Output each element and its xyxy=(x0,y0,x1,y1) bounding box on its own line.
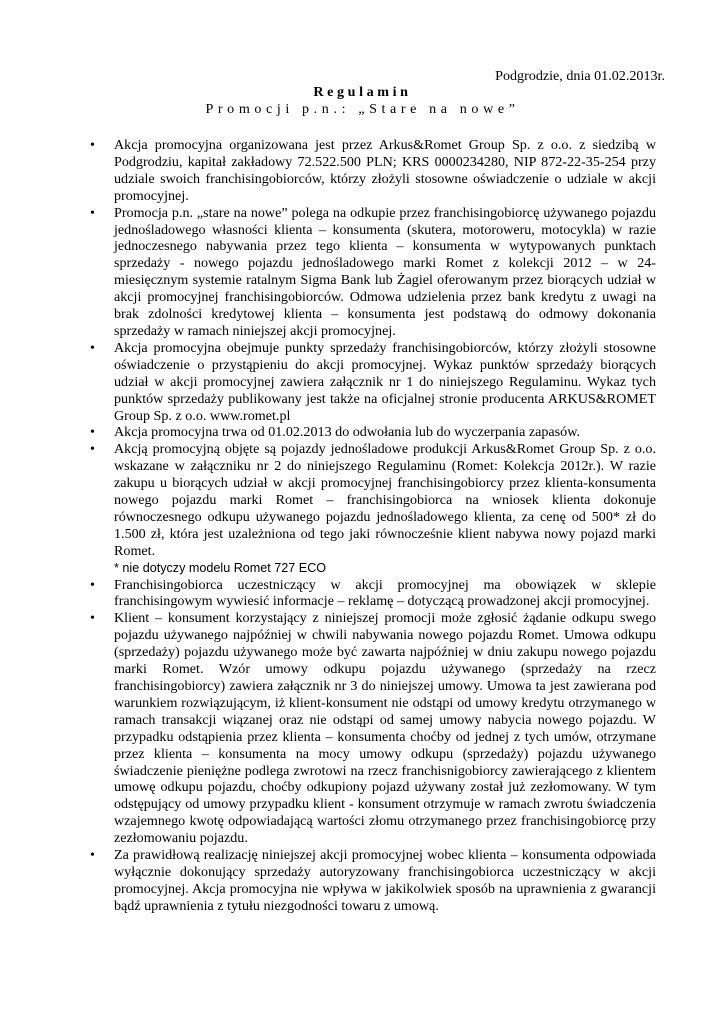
rule-item xyxy=(90,204,656,340)
bullet-icon: • xyxy=(90,204,95,221)
rule-item xyxy=(90,441,656,576)
rules-list xyxy=(90,137,656,915)
document-subtitle: Promocji p.n.: „Stare na nowe” xyxy=(205,101,520,117)
rule-item xyxy=(90,339,656,425)
rule-item xyxy=(90,610,656,847)
rule-item xyxy=(90,137,656,205)
bullet-icon: • xyxy=(90,576,95,593)
bullet-icon: • xyxy=(90,441,95,458)
rule-text: Akcja promocyjna organizowana jest przez Arkus&Romet Group Sp. z o.o. z siedzibą w Podgrodziu, kapitał zakładowy 72.522.500 PLN; KRS 0000234280, NIP 872-22-35-254 przy udziale swoich franchisingobiorców, którzy złożyli stosowne oświadczenie o udziale w akcji promocyjnej. xyxy=(114,137,656,204)
bullet-icon: • xyxy=(90,610,95,627)
rule-item xyxy=(90,424,656,441)
rule-footnote: * nie dotyczy modelu Romet 727 ECO xyxy=(114,560,327,575)
rule-text: Promocja p.n. „stare na nowe” polega na odkupie przez franchisingobiorcę używanego pojazdu jednośladowego własności klienta – konsumenta (skutera, motoroweru, motocykla) w razie jednoczesnego nabywania przez tego klienta – konsumenta w wytypowanych punktach sprzedaży - nowego pojazdu jednośladowego marki Romet z kolekcji 2012 – w 24- miesięcznym systemie ratalnym Sigma Bank lub Żagiel oferowanym przez biorących udział w akcji promocyjnej franchisingobiorców. Odmowa udzielenia przez bank kredytu z uwagi na brak zdolności kredytowej klienta – konsumenta jest podstawą do odmowy dokonania sprzedaży w ramach niniejszej akcji promocyjnej. xyxy=(114,204,656,339)
bullet-icon: • xyxy=(90,137,95,153)
rule-text: Akcją promocyjną objęte są pojazdy jednośladowe produkcji Arkus&Romet Group Sp. z o.o. wskazane w załączniku nr 2 do niniejszego Regulaminu (Romet: Kolekcja 2012r.). W razie zakupu u biorących udział w akcji promocyjnej franchisingobiorcy przez klienta-konsumenta nowego pojazdu marki Romet – franchisingobiorca na wniosek klienta dokonuje równoczesnego odkupu używanego pojazdu jednośladowego klienta, za cenę od 500* zł do 1.500 zł, która jest uzależniona od tego jaki równocześnie klient nabywa nowy pojazd marki Romet. xyxy=(114,441,656,559)
bullet-icon: • xyxy=(90,339,95,356)
bullet-icon: • xyxy=(90,847,95,864)
rule-item xyxy=(90,847,656,915)
rule-text: Klient – konsument korzystający z niniejszej promocji może zgłosić żądanie odkupu swego pojazdu używanego najpóźniej w chwili nabywania nowego pojazdu Romet. Umowa odkupu (sprzedaży) pojazdu używanego może być zawarta najpóźniej w dniu zakupu nowego pojazdu marki Romet. Wzór umowy odkupu pojazdu używanego (sprzedaży na rzecz franchisingobiorcy) zawiera załącznik nr 3 do niniejszej umowy. Umowa ta jest zawierana pod warunkiem rozwiązującym, iż klient-konsument nie odstąpi od umowy kredytu otrzymanego w ramach transakcji wiązanej oraz nie odstąpi od samej umowy nabycia nowego pojazdu. W przypadku odstąpienia przez klienta – konsumenta choćby od jednej z tych umów, otrzymane przez klienta – konsumenta na mocy umowy odkupu (sprzedaży) pojazdu używanego świadczenie pieniężne podlega zwrotowi na rzecz franchisnigobiorcy zawierającego z klientem umowę odkupu pojazdu, choćby odkupiony pojazd używany został już zezłomowany. W tym odstępujący od umowy przypadku klient - konsument otrzymuje w ramach zwrotu świadczenia wzajemnego kwotę odpowiadającą wartości złomu otrzymanego przez franchisingobiorcę przy zezłomowaniu pojazdu. xyxy=(114,610,656,847)
rule-text: Za prawidłową realizację niniejszej akcji promocyjnej wobec klienta – konsumenta odpowiada wyłącznie dokonujący sprzedaży autoryzowany franchisingobiorca uczestniczący w akcji promocyjnej. Akcja promocyjna nie wpływa w jakikolwiek sposób na uprawnienia z gwarancji bądź uprawnienia z tytułu niezgodności towaru z umową. xyxy=(114,847,656,914)
rule-item xyxy=(90,576,656,611)
rule-text: Franchisingobiorca uczestniczący w akcji promocyjnej ma obowiązek w sklepie franchisingowym wywiesić informacje – reklamę – dotyczącą prowadzonej akcji promocyjnej. xyxy=(114,576,656,610)
rule-text: Akcja promocyjna obejmuje punkty sprzedaży franchisingobiorców, którzy złożyli stosowne oświadczenie o przystąpieniu do akcji promocyjnej. Wykaz punktów sprzedaży biorących udział w akcji promocyjnej zawiera załącznik nr 1 do niniejszego Regulaminu. Wykaz tych punktów sprzedaży publikowany jest także na oficjalnej stronie producenta ARKUS&ROMET Group Sp. z o.o. www.romet.pl xyxy=(114,339,656,424)
bullet-icon: • xyxy=(90,424,95,441)
date-line: Podgrodzie, dnia 01.02.2013r. xyxy=(495,68,665,84)
rule-text: Akcja promocyjna trwa od 01.02.2013 do odwołania lub do wyczerpania zapasów. xyxy=(114,424,581,441)
document-title: Regulamin xyxy=(313,84,412,100)
